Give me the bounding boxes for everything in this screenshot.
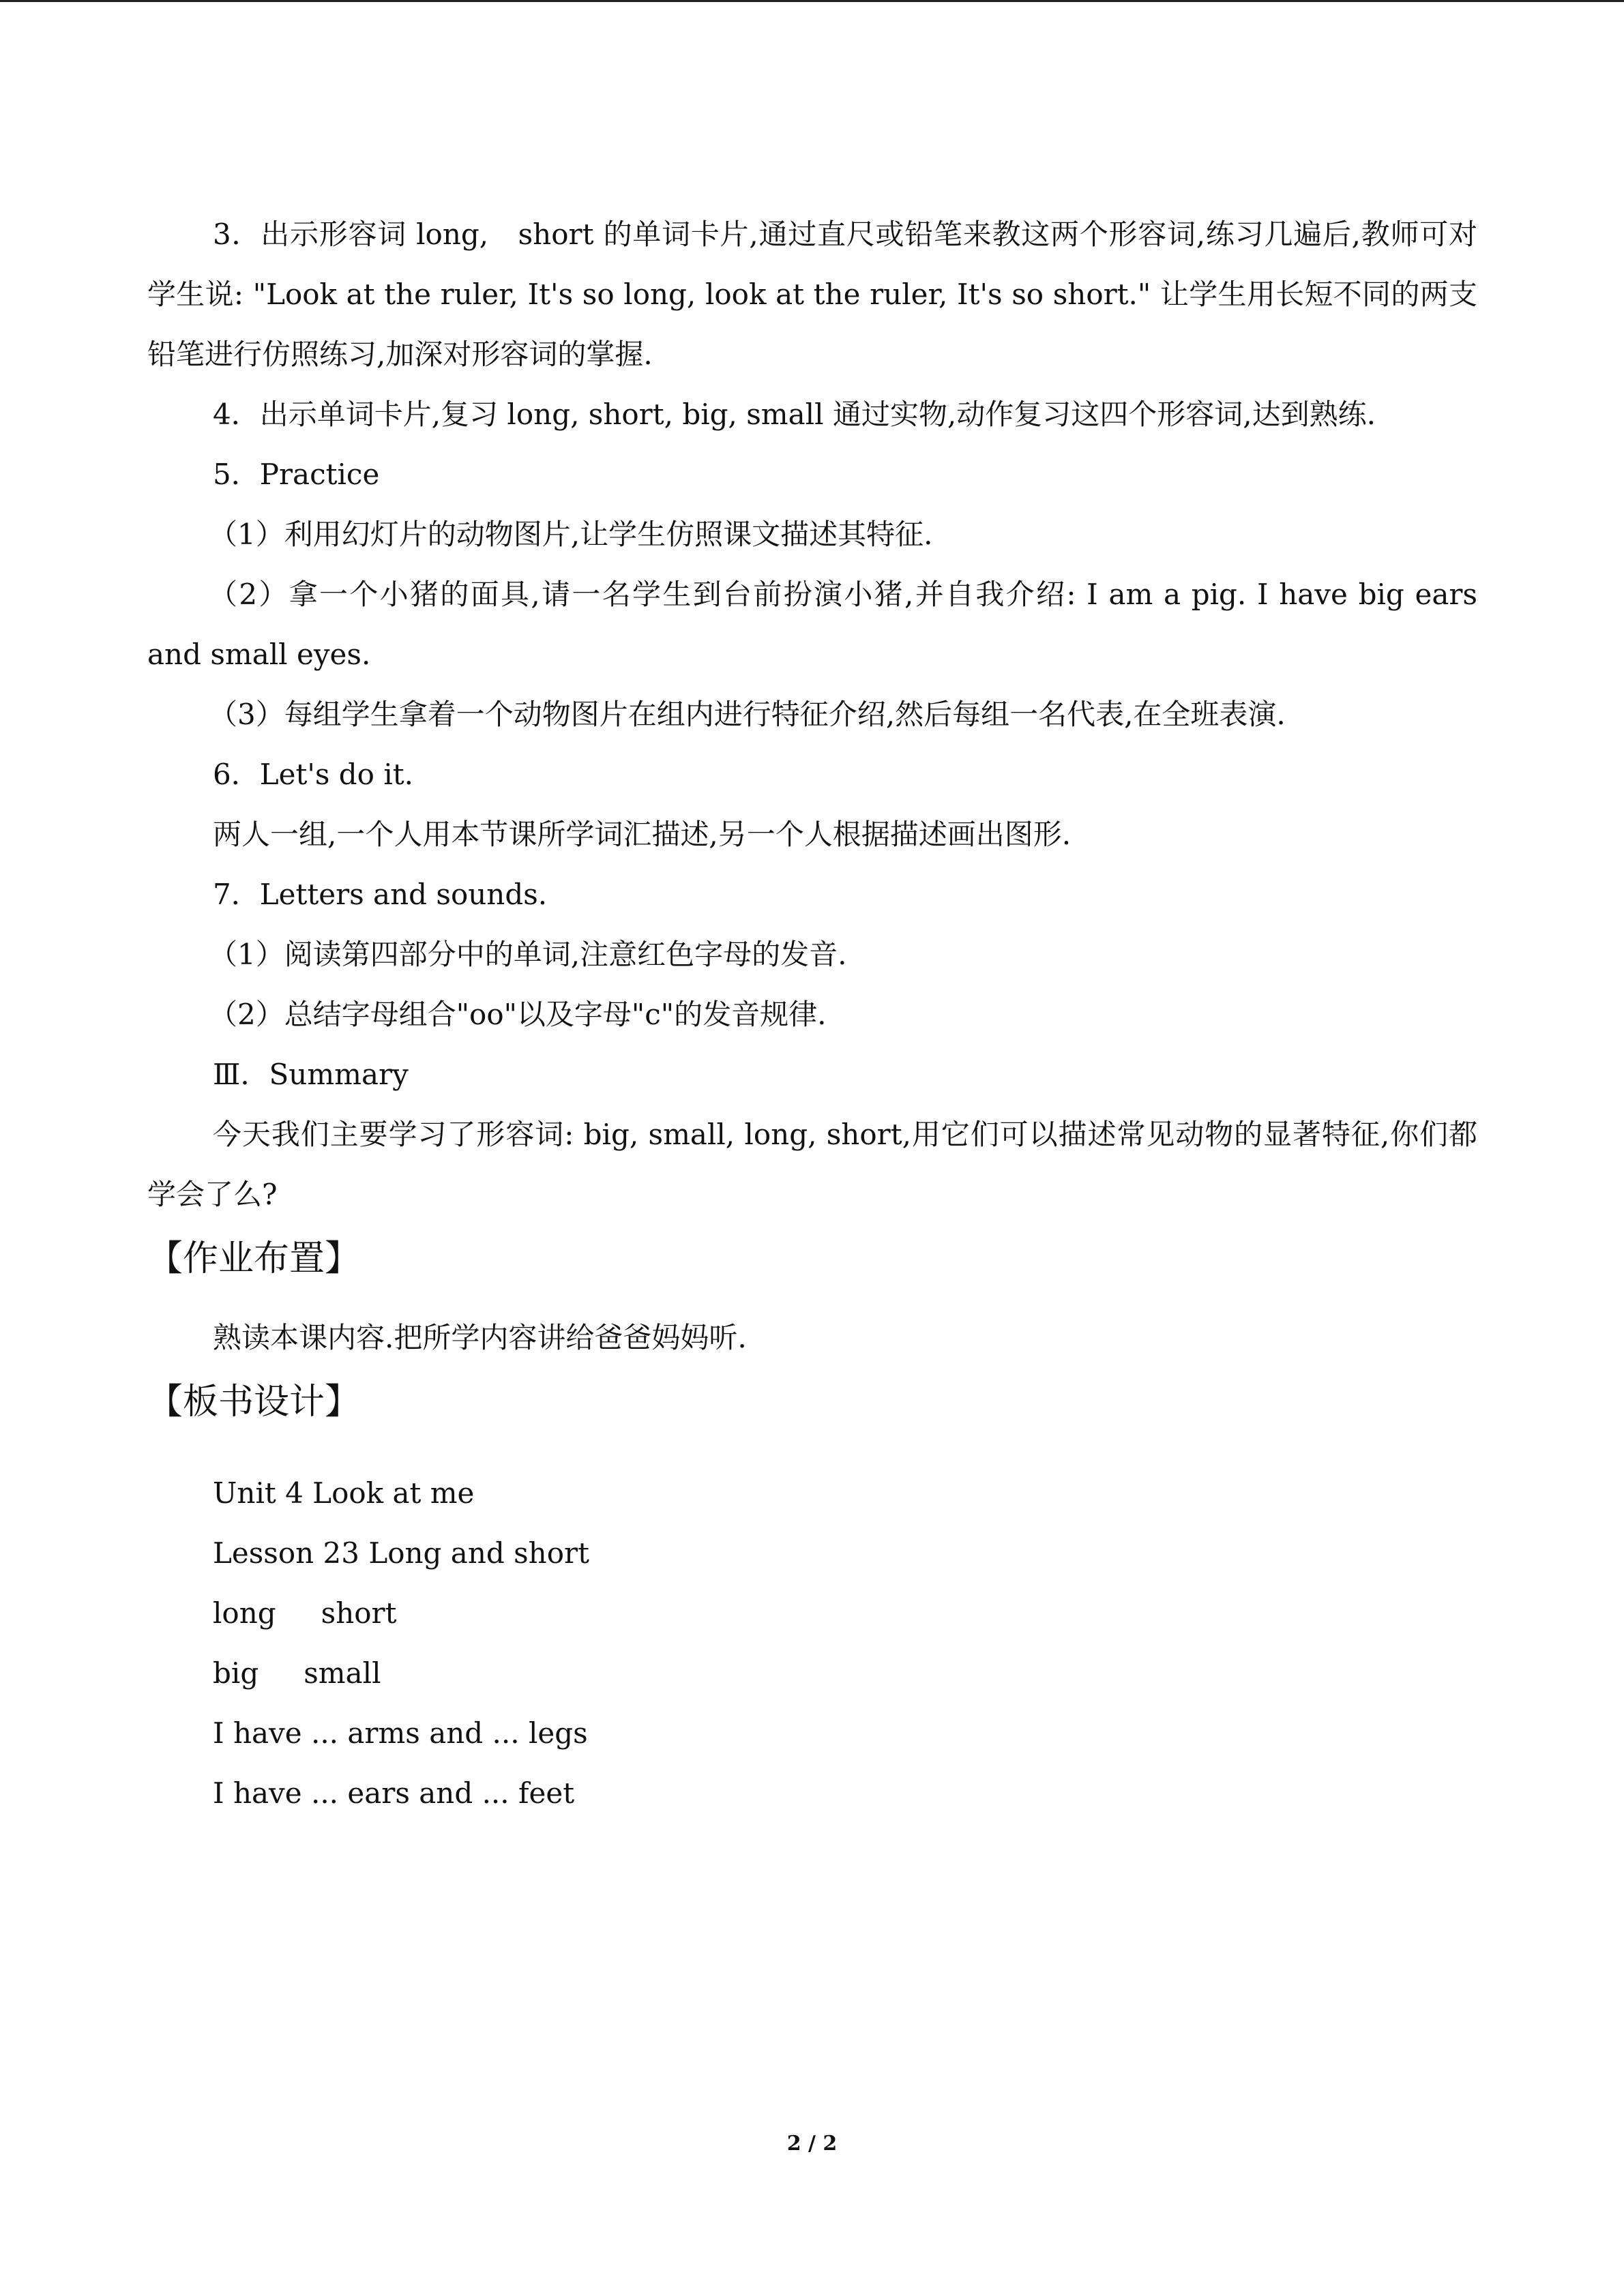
step-3-paragraph: 3．出示形容词 long, short 的单词卡片,通过直尺或铅笔来教这两个形容词,练习几遍后,教师可对学生说: "Look at the ruler, It's so long, look at the ruler, It's so short." 让学生用长短不同的两支铅笔进行仿照练习,加深对形容词的掌握. [147, 218, 1477, 371]
board-word-pair-1 [147, 1583, 1477, 1643]
homework-text: 熟读本课内容.把所学内容讲给爸爸妈妈听. [213, 1321, 747, 1354]
step-4-paragraph: 4．出示单词卡片,复习 long, short, big, small 通过实物,动作复习这四个形容词,达到熟练. [213, 398, 1376, 431]
board-word-long: long [213, 1596, 276, 1630]
board-design [147, 1463, 1477, 1823]
board-sentence-ears-feet: I have ... ears and ... feet [213, 1776, 575, 1810]
board-word-short: short [321, 1596, 397, 1630]
spacer [147, 1436, 1477, 1463]
step-5-item-1: （1）利用幻灯片的动物图片,让学生仿照课文描述其特征. [209, 518, 933, 551]
step-7-item-2: （2）总结字母组合"oo"以及字母"c"的发音规律. [209, 998, 827, 1031]
homework-heading: 【作业布置】 [147, 1238, 361, 1279]
page-number: 2 / 2 [786, 2132, 838, 2156]
summary-text: 今天我们主要学习了形容词: big, small, long, short,用它们可以描述常见动物的显著特征,你们都学会了么? [147, 1118, 1477, 1211]
spacer [147, 1293, 1477, 1308]
step-5-title: 5．Practice [213, 458, 380, 491]
step-7-title: 7．Letters and sounds. [213, 878, 548, 911]
document-page [147, 205, 1477, 1823]
board-design-heading: 【板书设计】 [147, 1382, 361, 1422]
step-5-item-2: （2）拿一个小猪的面具,请一名学生到台前扮演小猪,并自我介绍: I am a pig. I have big ears and small eyes. [147, 578, 1477, 671]
board-lesson-line: Lesson 23 Long and short [213, 1536, 589, 1570]
step-6-text: 两人一组,一个人用本节课所学词汇描述,另一个人根据描述画出图形. [213, 818, 1072, 851]
board-word-small: small [304, 1656, 381, 1690]
board-word-big: big [213, 1656, 259, 1690]
board-sentence-arms-legs: I have ... arms and ... legs [213, 1716, 588, 1750]
summary-title: Ⅲ．Summary [213, 1058, 409, 1091]
top-border-line [0, 0, 1624, 2]
step-6-title: 6．Let's do it. [213, 758, 413, 791]
step-7-item-1: （1）阅读第四部分中的单词,注意红色字母的发音. [209, 938, 847, 971]
board-unit-line: Unit 4 Look at me [213, 1476, 475, 1510]
step-5-item-3: （3）每组学生拿着一个动物图片在组内进行特征介绍,然后每组一名代表,在全班表演. [209, 698, 1286, 731]
board-word-pair-2 [147, 1643, 1477, 1703]
